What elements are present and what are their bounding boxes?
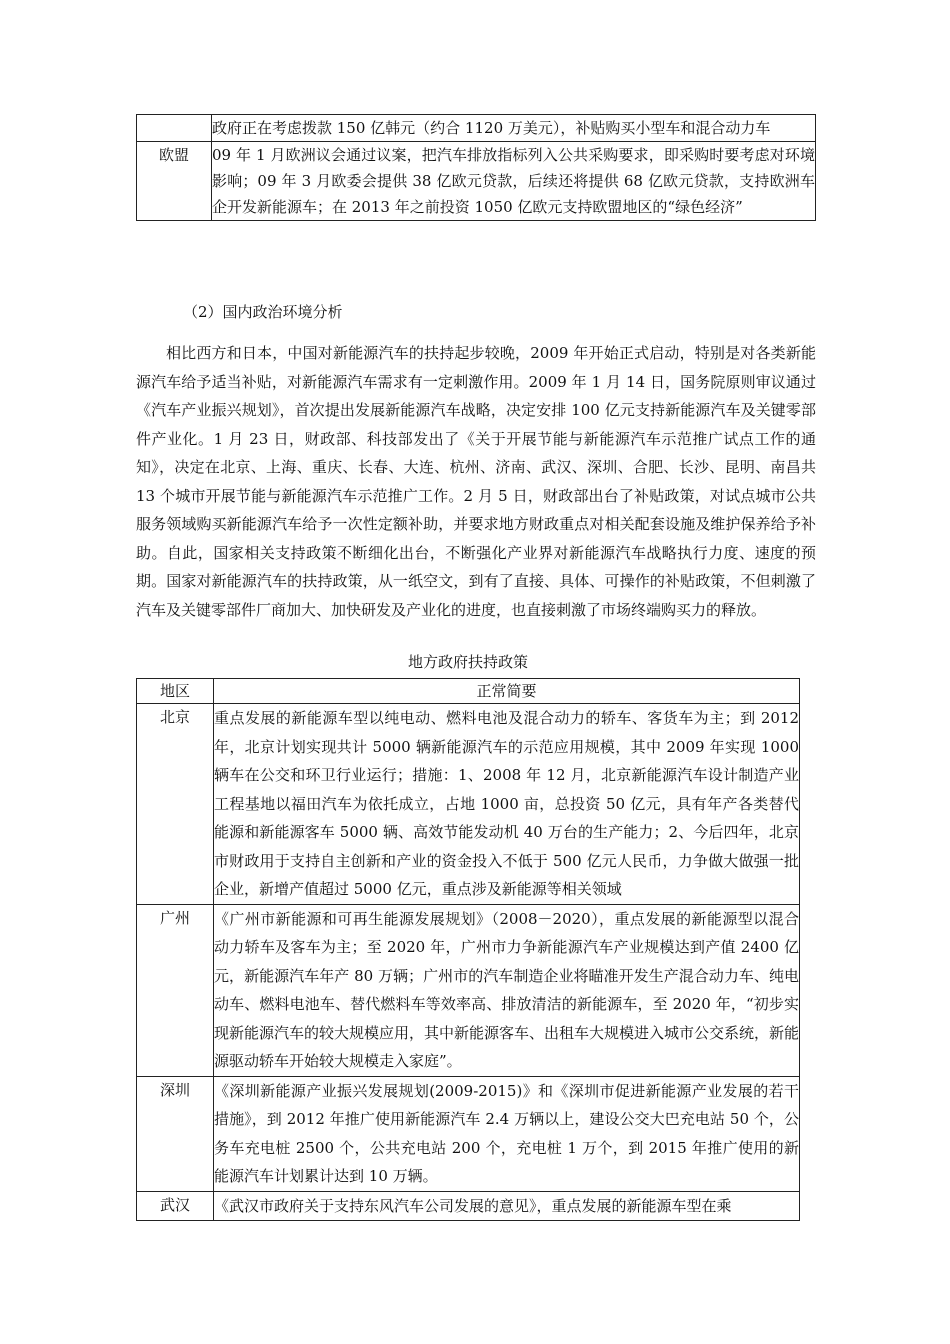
policy-cell: 重点发展的新能源车型以纯电动、燃料电池及混合动力的轿车、客货车为主；到 2012 年，北京计划实现共计 5000 辆新能源汽车的示范应用规模，其中 2009 年实现 1000 辆车在公交和环卫行业运行；措施：1、2008 年 12 月，北京新能源汽车设计制造产业工程基地以福田汽车为依托成立，占地 1000 亩，总投资 50 亿元，具有年产各类替代能源和新能源客车 5000 辆、高效节能发动机 40 万台的生产能力；2、今后四年，北京市财政用于支持自主创新和产业的资金投入不低于 500 亿元人民币，力争做大做强一批企业，新增产值超过 5000 亿元，重点涉及新能源等相关领域 [214,704,800,905]
table-row [137,1191,800,1221]
table-caption: 地方政府扶持政策 [407,653,528,671]
section-heading: （2）国内政治环境分析 [183,303,343,321]
policy-cell: 政府正在考虑拨款 150 亿韩元（约合 1120 万美元），补贴购买小型车和混合动力车 [212,115,816,142]
column-header-summary: 正常简要 [214,679,800,704]
column-header-region: 地区 [137,679,214,704]
region-cell: 北京 [137,704,214,905]
table-row [137,904,800,1076]
policy-cell: 09 年 1 月欧洲议会通过议案，把汽车排放指标列入公共采购要求，即采购时要考虑对环境影响；09 年 3 月欧委会提供 38 亿欧元贷款，后续还将提供 68 亿欧元贷款，支持欧洲车企开发新能源车；在 2013 年之前投资 1050 亿欧元支持欧盟地区的“绿色经济” [212,142,816,221]
table-row [137,142,816,221]
table-row [137,115,816,142]
policy-cell: 《深圳新能源产业振兴发展规划(2009-2015)》和《深圳市促进新能源产业发展的若干措施》，到 2012 年推广使用新能源汽车 2.4 万辆以上，建设公交大巴充电站 50 个，公务车充电桩 2500 个，公共充电站 200 个，充电桩 1 万个，到 2015 年推广使用的新能源汽车计划累计达到 10 万辆。 [214,1076,800,1191]
international-policy-table [136,114,816,221]
body-paragraph: 相比西方和日本，中国对新能源汽车的扶持起步较晚，2009 年开始正式启动，特别是对各类新能源汽车给予适当补贴，对新能源汽车需求有一定刺激作用。2009 年 1 月 14 日，国务院原则审议通过《汽车产业振兴规划》，首次提出发展新能源汽车战略，决定安排 100 亿元支持新能源汽车及关键零部件产业化。1 月 23 日，财政部、科技部发出了《关于开展节能与新能源汽车示范推广试点工作的通知》，决定在北京、上海、重庆、长春、大连、杭州、济南、武汉、深圳、合肥、长沙、昆明、南昌共 13 个城市开展节能与新能源汽车示范推广工作。2 月 5 日，财政部出台了补贴政策，对试点城市公共服务领域购买新能源汽车给予一次性定额补助，并要求地方财政重点对相关配套设施及维护保养给予补助。自此，国家相关支持政策不断细化出台，不断强化产业界对新能源汽车战略执行力度、速度的预期。国家对新能源汽车的扶持政策，从一纸空文，到有了直接、具体、可操作的补贴政策，不但刺激了汽车及关键零部件厂商加大、加快研发及产业化的进度，也直接刺激了市场终端购买力的释放。 [136,344,816,619]
region-cell: 武汉 [137,1191,214,1221]
local-policy-table [136,678,800,1221]
table-header-row [137,679,800,704]
region-cell [137,115,212,142]
region-cell: 欧盟 [137,142,212,221]
table-row [137,1076,800,1191]
policy-cell: 《武汉市政府关于支持东风汽车公司发展的意见》，重点发展的新能源车型在乘 [214,1191,800,1221]
region-cell: 深圳 [137,1076,214,1191]
region-cell: 广州 [137,904,214,1076]
policy-cell: 《广州市新能源和可再生能源发展规划》（2008－2020），重点发展的新能源型以混合动力轿车及客车为主；至 2020 年，广州市力争新能源汽车产业规模达到产值 2400 亿元，新能源汽车年产 80 万辆；广州市的汽车制造企业将瞄准开发生产混合动力车、纯电动车、燃料电池车、替代燃料车等效率高、排放清洁的新能源车，至 2020 年，“初步实现新能源汽车的较大规模应用，其中新能源客车、出租车大规模进入城市公交系统，新能源驱动轿车开始较大规模走入家庭”。 [214,904,800,1076]
table-row [137,704,800,905]
